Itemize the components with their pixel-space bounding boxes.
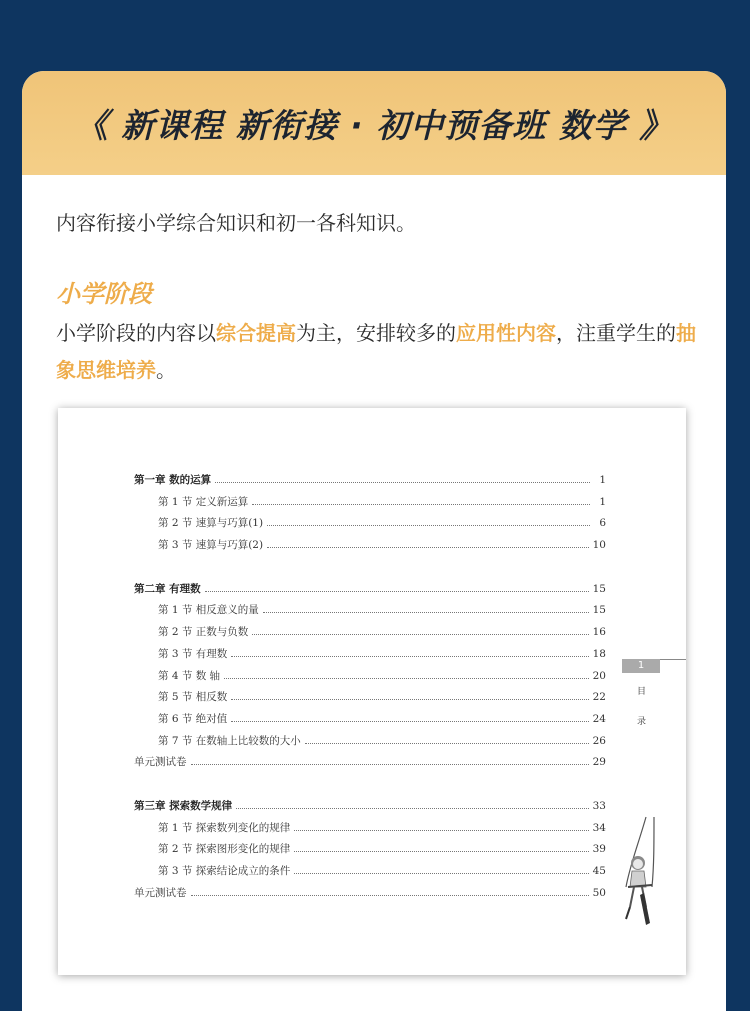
toc-chapter-2: 第二章 有理数 15 [134,582,606,595]
toc-chapter-3-section-1: 第 1 节 探索数列变化的规律 34 [158,821,606,834]
toc-chapter-2-unit-test: 单元测试卷 29 [134,756,606,769]
toc-chapter-3-section-2: 第 2 节 探索图形变化的规律 39 [158,843,606,856]
toc-chapter-2-section-5: 第 5 节 相反数 22 [158,691,606,704]
toc-chapter-3-section-3: 第 3 节 探索结论成立的条件 45 [158,865,606,877]
highlight-1: 综合提高 [216,321,296,345]
banner-title: 《 新课程 新衔接 · 初中预备班 数学 》 [74,105,674,145]
table-of-contents [134,472,606,906]
desc-text-4: 。 [156,358,176,382]
toc-chapter-1-section-2: 第 2 节 速算与巧算(1) 6 [158,517,606,530]
side-label-lu: 录 [637,717,647,727]
toc-chapter-2-section-7: 第 7 节 在数轴上比较数的大小 26 [158,734,606,747]
section-description [56,315,696,389]
side-label-mu: 目 [637,687,647,697]
content-card [22,71,726,1011]
toc-chapter-3-unit-test: 单元测试卷 50 [134,886,606,899]
desc-text-3: ，注重学生的 [556,321,676,345]
desc-text-1: 小学阶段的内容以 [56,321,216,345]
toc-chapter-2-section-6: 第 6 节 绝对值 24 [158,712,606,725]
toc-chapter-3: 第三章 探索数学规律 33 [134,799,606,812]
highlight-3: 抽象思维培养 [56,321,696,382]
toc-chapter-1-section-3: 第 3 节 速算与巧算(2) 10 [158,539,606,552]
swing-girl-illustration-icon [616,815,662,927]
title-banner [22,71,726,175]
section-title: 小学阶段 [56,280,152,308]
toc-chapter-2-section-2: 第 2 节 正数与负数 16 [158,626,606,639]
toc-chapter-1-section-1: 第 1 节 定义新运算 1 [158,495,606,508]
highlight-2: 应用性内容 [456,321,556,345]
toc-chapter-2-section-1: 第 1 节 相反意义的量 15 [158,604,606,617]
toc-chapter-1: 第一章 数的运算 1 [134,474,606,486]
page-number-tab: 1 [622,659,660,673]
book-page-preview [58,408,686,975]
toc-chapter-2-section-3: 第 3 节 有理数 18 [158,647,606,660]
intro-text: 内容衔接小学综合知识和初一各科知识。 [56,211,416,235]
desc-text-2: 为主，安排较多的 [296,321,456,345]
toc-chapter-2-section-4: 第 4 节 数 轴 20 [158,669,606,682]
